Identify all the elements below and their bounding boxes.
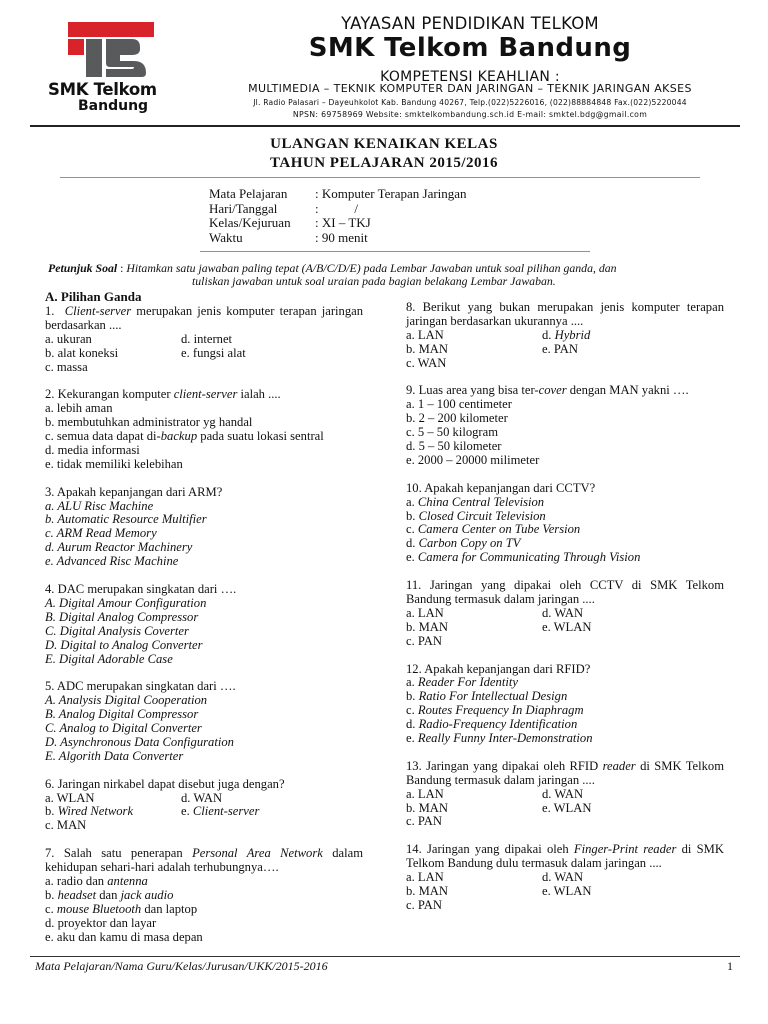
question-12	[406, 663, 724, 746]
logo-wordmark: SMK Telkom	[48, 80, 157, 99]
question-14	[406, 843, 724, 913]
option-d[interactable]: d. Aurum Reactor Machinery	[45, 540, 193, 555]
question-stem: 11. Jaringan yang dipakai oleh CCTV di SMK Telkom Bandung termasuk dalam jaringan ....	[406, 578, 724, 606]
question-stem: 8. Berikut yang bukan merupakan jenis komputer terapan jaringan berdasarkan ukurannya ....	[406, 300, 724, 328]
option-e[interactable]: e. Camera for Communicating Through Vision	[406, 550, 641, 565]
option-d[interactable]: d. proyektor dan layar	[45, 915, 157, 930]
info-value: : 90 menit	[315, 230, 368, 246]
option-e[interactable]: e. WLAN	[542, 800, 592, 815]
question-7	[45, 847, 363, 944]
exam-year: TAHUN PELAJARAN 2015/2016	[269, 155, 499, 171]
option-e[interactable]: e. tidak memiliki kelebihan	[45, 456, 183, 471]
info-value: : XI – TKJ	[315, 215, 371, 231]
option-c[interactable]: c. mouse Bluetooth dan laptop	[45, 901, 198, 916]
info-key: Mata Pelajaran	[209, 186, 288, 201]
option-a[interactable]: A. Analysis Digital Cooperation	[45, 693, 208, 708]
logo-city: Bandung	[78, 98, 149, 114]
option-d[interactable]: d. WAN	[542, 786, 584, 801]
option-a[interactable]: a. ukuran	[45, 331, 92, 346]
school-name: SMK Telkom Bandung	[308, 33, 632, 63]
competence-label: KOMPETENSI KEAHLIAN :	[380, 69, 560, 85]
option-a[interactable]: a. LAN	[406, 786, 444, 801]
option-e[interactable]: E. Digital Adorable Case	[45, 651, 173, 666]
question-stem: 3. Apakah kepanjangan dari ARM?	[45, 484, 223, 499]
question-3	[45, 486, 363, 569]
title-divider	[60, 177, 700, 178]
info-row-time	[209, 231, 467, 246]
instructions-sep: :	[117, 261, 127, 275]
option-d[interactable]: d. WAN	[542, 870, 584, 885]
question-stem: 14. Jaringan yang dipakai oleh Finger-Print reader di SMK Telkom Bandung dulu termasuk dalam jaringan ....	[406, 842, 724, 871]
question-6	[45, 778, 363, 834]
school-contact: NPSN: 69758969 Website: smktelkombandung.sch.id E-mail: smktel.bdg@gmail.com	[292, 110, 648, 119]
option-a[interactable]: a. ALU Risc Machine	[45, 498, 154, 513]
info-value: : /	[315, 200, 358, 216]
info-key: Hari/Tanggal	[209, 200, 278, 216]
question-stem: 5. ADC merupakan singkatan dari ….	[45, 679, 236, 694]
question-8	[406, 301, 724, 371]
option-d[interactable]: D. Asynchronous Data Configuration	[45, 734, 234, 749]
option-b[interactable]: b. Automatic Resource Multifier	[45, 512, 207, 527]
option-b[interactable]: b. headset dan jack audio	[45, 887, 174, 902]
option-d[interactable]: d. Hybrid	[542, 327, 591, 342]
option-e[interactable]: e. aku dan kamu di masa depan	[45, 929, 203, 944]
option-c[interactable]: c. Routes Frequency In Diaphragm	[406, 703, 584, 718]
option-d[interactable]: d. Radio-Frequency Identification	[406, 717, 578, 732]
question-4	[45, 583, 363, 666]
info-row-class	[209, 216, 467, 231]
option-e[interactable]: e. WLAN	[542, 619, 592, 634]
question-13	[406, 760, 724, 830]
option-c[interactable]: c. WAN	[406, 355, 447, 370]
option-b[interactable]: b. 2 – 200 kilometer	[406, 411, 508, 426]
option-b[interactable]: b. Closed Circuit Television	[406, 508, 546, 523]
exam-title: ULANGAN KENAIKAN KELAS	[270, 136, 498, 152]
info-divider	[200, 251, 590, 252]
option-d[interactable]: d. WAN	[181, 790, 223, 805]
info-row-date	[209, 202, 467, 217]
option-a[interactable]: a. LAN	[406, 870, 444, 885]
question-stem: 2. Kekurangan komputer client-server ialah ....	[45, 387, 281, 402]
option-b[interactable]: b. membutuhkan administrator yg handal	[45, 415, 253, 430]
instructions-line1: Hitamkan satu jawaban paling tepat (A/B/C/D/E) pada Lembar Jawaban untuk soal pilihan ganda, dan	[126, 261, 617, 275]
question-9	[406, 384, 724, 467]
foundation-name: YAYASAN PENDIDIKAN TELKOM	[341, 14, 599, 33]
footer-text: Mata Pelajaran/Nama Guru/Kelas/Jurusan/UKK/2015-2016	[35, 959, 328, 973]
option-d[interactable]: d. Carbon Copy on TV	[406, 536, 521, 551]
questions-left-column	[45, 290, 363, 958]
option-c[interactable]: c. massa	[45, 359, 88, 374]
option-b[interactable]: B. Digital Analog Compressor	[45, 609, 199, 624]
instructions-line2: tuliskan jawaban untuk soal uraian pada bagian belakang Lembar Jawaban.	[192, 274, 556, 289]
school-address: Jl. Radio Palasari – Dayeuhkolot Kab. Bandung 40267, Telp.(022)5226016, (022)88884848 Fax.(022)5220044	[253, 98, 687, 107]
info-row-subject	[209, 187, 467, 202]
option-a[interactable]: a. lebih aman	[45, 401, 113, 416]
majors-list: MULTIMEDIA – TEKNIK KOMPUTER DAN JARINGAN – TEKNIK JARINGAN AKSES	[248, 82, 692, 95]
question-stem: 9. Luas area yang bisa ter-cover dengan MAN yakni ….	[406, 383, 689, 398]
option-e[interactable]: e. fungsi alat	[181, 345, 246, 360]
option-e[interactable]: e. 2000 – 20000 milimeter	[406, 452, 540, 467]
option-a[interactable]: a. LAN	[406, 327, 444, 342]
option-c[interactable]: c. 5 – 50 kilogram	[406, 425, 498, 440]
option-c[interactable]: c. semua data dapat di-backup pada suatu lokasi sentral	[45, 429, 324, 444]
info-key: Waktu	[209, 230, 243, 246]
option-d[interactable]: d. 5 – 50 kilometer	[406, 439, 502, 454]
option-a[interactable]: a. 1 – 100 centimeter	[406, 397, 512, 412]
option-e[interactable]: E. Algorith Data Converter	[45, 748, 184, 763]
option-a[interactable]: a. Reader For Identity	[406, 675, 518, 690]
option-d[interactable]: d. internet	[181, 331, 233, 346]
info-key: Kelas/Kejuruan	[209, 215, 291, 231]
option-b[interactable]: b. Wired Network	[45, 804, 134, 819]
section-a-heading: A. Pilihan Ganda	[45, 289, 142, 304]
instructions-label: Petunjuk Soal	[48, 261, 118, 275]
option-c[interactable]: c. PAN	[406, 814, 442, 829]
option-c[interactable]: c. PAN	[406, 633, 442, 648]
option-b[interactable]: B. Analog Digital Compressor	[45, 707, 199, 722]
info-value: : Komputer Terapan Jaringan	[315, 186, 467, 201]
question-stem: 10. Apakah kepanjangan dari CCTV?	[406, 480, 596, 495]
option-b[interactable]: b. MAN	[406, 800, 448, 815]
option-a[interactable]: A. Digital Amour Configuration	[45, 595, 207, 610]
option-a[interactable]: a. LAN	[406, 605, 444, 620]
question-2	[45, 388, 363, 471]
question-11	[406, 579, 724, 649]
question-1	[45, 305, 363, 375]
question-stem: 13. Jaringan yang dipakai oleh RFID reader di SMK Telkom Bandung termasuk dalam jaringan ....	[406, 758, 724, 787]
option-b[interactable]: b. MAN	[406, 619, 448, 634]
option-b[interactable]: b. MAN	[406, 883, 448, 898]
option-e[interactable]: e. WLAN	[542, 883, 592, 898]
option-a[interactable]: a. radio dan antenna	[45, 873, 148, 888]
option-a[interactable]: a. China Central Television	[406, 494, 545, 509]
option-b[interactable]: b. MAN	[406, 341, 448, 356]
page-number: 1	[727, 959, 733, 973]
question-stem: 7. Salah satu penerapan Personal Area Network dalam kehidupan sehari-hari adalah terhubungnya….	[45, 846, 364, 875]
question-stem: 12. Apakah kepanjangan dari RFID?	[406, 661, 591, 676]
questions-right-column	[406, 301, 724, 927]
option-b[interactable]: b. alat koneksi	[45, 345, 119, 360]
option-e[interactable]: e. Really Funny Inter-Demonstration	[406, 731, 593, 746]
instructions	[48, 262, 724, 289]
header-divider	[30, 125, 740, 127]
option-d[interactable]: D. Digital to Analog Converter	[45, 637, 203, 652]
option-b[interactable]: b. Ratio For Intellectual Design	[406, 689, 568, 704]
question-10	[406, 482, 724, 565]
option-c[interactable]: c. ARM Read Memory	[45, 526, 157, 541]
option-c[interactable]: C. Digital Analysis Coverter	[45, 623, 189, 638]
option-a[interactable]: a. WLAN	[45, 790, 95, 805]
option-c[interactable]: c. Camera Center on Tube Version	[406, 522, 581, 537]
option-e[interactable]: e. PAN	[542, 341, 578, 356]
question-stem: 6. Jaringan nirkabel dapat disebut juga dengan?	[45, 776, 285, 791]
option-d[interactable]: d. media informasi	[45, 442, 140, 457]
option-c[interactable]: c. PAN	[406, 897, 442, 912]
question-stem: 1. Client-server merupakan jenis komputer terapan jaringan berdasarkan ....	[45, 303, 364, 332]
exam-info-table	[209, 187, 467, 246]
footer-divider	[30, 956, 740, 957]
option-d[interactable]: d. WAN	[542, 605, 584, 620]
question-stem: 4. DAC merupakan singkatan dari ….	[45, 581, 237, 596]
option-e[interactable]: e. Client-server	[181, 804, 260, 819]
option-c[interactable]: c. MAN	[45, 818, 87, 833]
option-e[interactable]: e. Advanced Risc Machine	[45, 554, 179, 569]
option-c[interactable]: C. Analog to Digital Converter	[45, 721, 202, 736]
question-5	[45, 680, 363, 763]
